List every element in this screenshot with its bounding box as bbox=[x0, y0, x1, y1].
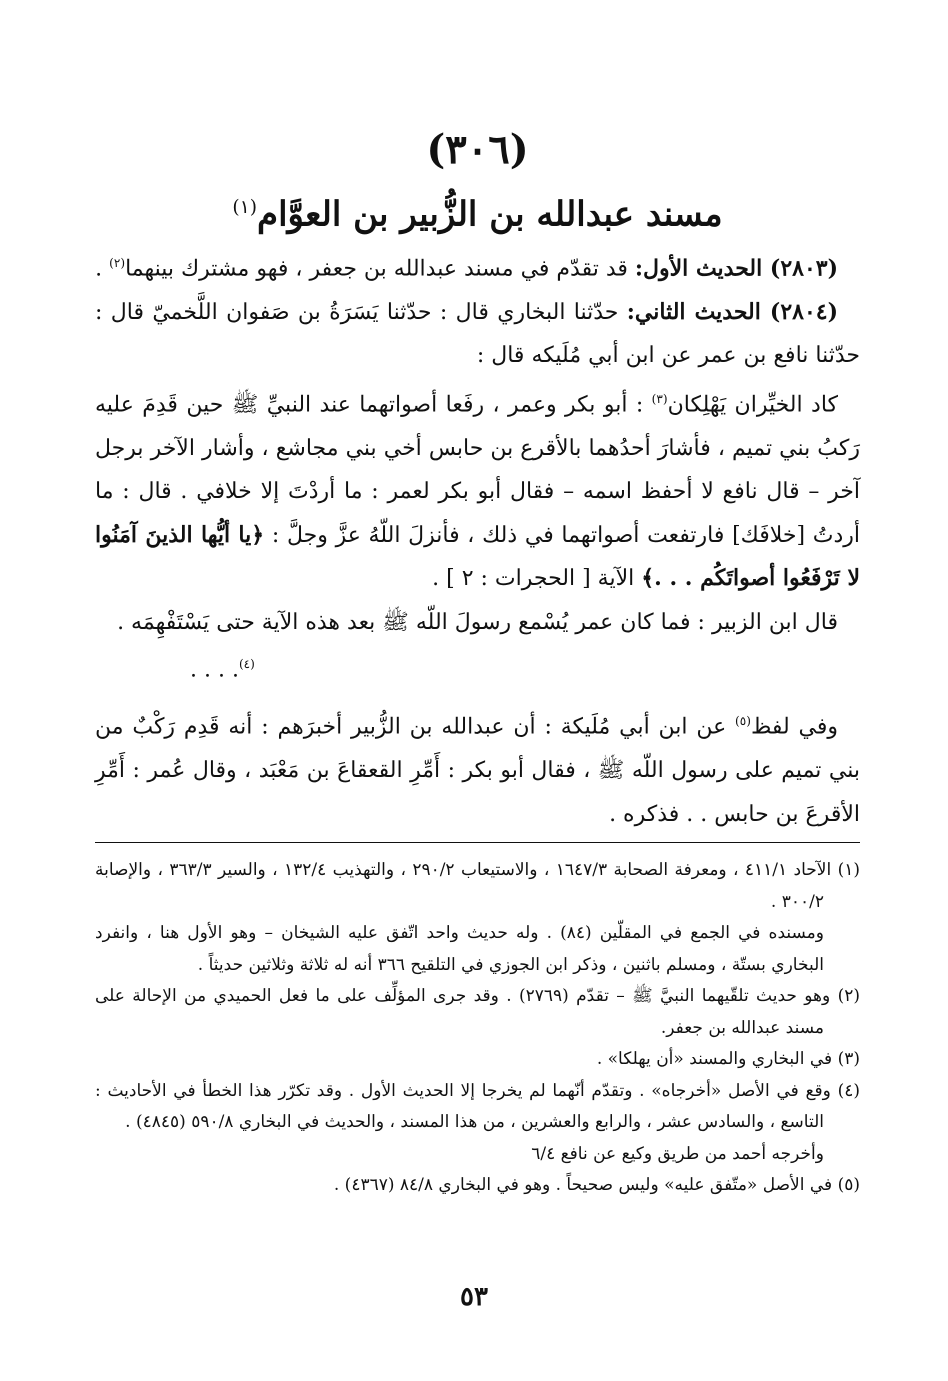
footnote-separator bbox=[95, 842, 860, 843]
footnote-4-id: (٤) bbox=[837, 1080, 861, 1101]
title-footnote-ref: (١) bbox=[232, 197, 258, 218]
footnote-1-continuation: ومسنده في الجمع في المقلّين (٨٤) . وله حديث واحد اتّفق عليه الشيخان – وهو الأول هنا ، وانفرد البخاري بستّة ، ومسلم باثنين ، وذكر ابن الجوزي في التلقيح ٣٦٦ أنه له ثلاثة وثلاثين حديثاً . bbox=[95, 923, 824, 975]
quran-verse: ﴿يا أيُّها الذينَ آمَنُوا لا تَرْفَعُوا أصواتَكُم . . .﴾ bbox=[95, 521, 860, 592]
footnote-4-text: وقع في الأصل «أخرجاه» . وتقدّم أنّهما لم يخرجا إلا الحديث الأول . وقد تكرّر هذا الخطأ في الأحاديث : التاسع ، والسادس عشر ، والرابع والعشرين ، من هذا المسند ، والحديث في البخاري ٥٩٠/٨ (٤٨٤٥) . bbox=[95, 1080, 831, 1133]
hadith-2803-tail: . bbox=[95, 256, 110, 282]
footnote-5-text: في الأصل «متّفق عليه» وليس صحيحاً . وهو في البخاري ٨٤/٨ (٤٣٦٧) . bbox=[333, 1175, 833, 1196]
musnad-title bbox=[95, 180, 860, 236]
hadith-2803 bbox=[95, 242, 860, 291]
footnote-3 bbox=[95, 1044, 860, 1076]
footnote-5 bbox=[95, 1170, 860, 1202]
other-wording-paragraph bbox=[95, 700, 860, 836]
body-p1-footnote-ref: (٣) bbox=[651, 391, 668, 406]
hadith-2804-lead: (٢٨٠٤) الحديث الثاني: bbox=[626, 298, 838, 325]
page-number: ٥٣ bbox=[460, 1282, 488, 1312]
footnote-2-id: (٢) bbox=[837, 986, 861, 1007]
footnote-2 bbox=[95, 981, 860, 1044]
omission-footnote-ref: (٤) bbox=[238, 657, 255, 672]
hadith-2803-footnote-ref: (٢) bbox=[109, 256, 126, 270]
footnote-5-id: (٥) bbox=[837, 1175, 860, 1196]
footnote-1 bbox=[95, 855, 860, 918]
ibn-zubair-paragraph: قال ابن الزبير : فما كان عمر يُسْمع رسولَ اللّه ﷺ بعد هذه الآية حتى يَسْتَفْهِمَه . bbox=[117, 609, 838, 635]
body-p1-start: كاد الخيِّران يَهْلِكان bbox=[667, 392, 838, 418]
body-p3-footnote-ref: (٥) bbox=[735, 714, 751, 729]
hadith-2803-text: قد تقدّم في مسند عبدالله بن جعفر ، فهو مشترك بينهما bbox=[125, 256, 628, 282]
footnote-3-id: (٣) bbox=[837, 1049, 860, 1070]
footnote-4 bbox=[95, 1076, 860, 1139]
footnote-2-text: وهو حديث تلقّيهما النبيَّ ﷺ – تقدّم (٢٧٦٩) . وقد جرى المؤلِّف على ما فعل الحميدي من الإحالة على مسند عبدالله بن جعفر. bbox=[95, 986, 831, 1038]
hadith-2804 bbox=[95, 291, 860, 378]
hadith-body-paragraph bbox=[95, 378, 860, 601]
body-p1-end: الآية [ الحجرات : ٢ ] . bbox=[432, 566, 642, 592]
footnote-1-text: الآحاد ٤١١/١ ، ومعرفة الصحابة ١٦٤٧/٣ ، والاستيعاب ٢٩٠/٢ ، والتهذيب ١٣٢/٤ ، والسير ٣٦٣/٣ ، والإصابة ٣٠٠/٢ . bbox=[95, 860, 832, 912]
hadith-2804-text: حدّثنا البخاري قال : حدّثنا يَسَرَةُ بن صَفوان اللَّخميّ قال : حدّثنا نافع بن عمر عن ابن أبي مُلَيكه قال : bbox=[95, 299, 860, 369]
footnote-4-continuation: وأخرجه أحمد من طريق وكيع عن نافع ٦/٤ bbox=[531, 1143, 824, 1164]
footnote-1-id: (١) bbox=[837, 860, 860, 881]
body-p1-text: : أبو بكر وعمر ، رفَعا أصواتهما عند النبيِّ ﷺ حين قَدِمَ عليه رَكبُ بني تميم ، فأشارَ أحدُهما بالأقرع بن حابس أخي بني مجاشع ، وأشار الآخر برجل آخر – قال نافع لا أحفظ اسمه – فقال أبو بكر لعمر : ما أردْتَ إلا خلافي . قال : ما أردتُ [خلافَك] فارتفعت أصواتهما في ذلك ، فأنزلَ اللّهُ عزَّ وجلَّ : bbox=[95, 392, 860, 548]
omission-dots: . . . . bbox=[190, 657, 239, 683]
musnad-number: (٣٠٦) bbox=[426, 126, 529, 173]
footnotes bbox=[95, 855, 860, 1202]
page-content bbox=[95, 120, 860, 1202]
hadith-2803-lead: (٢٨٠٣) الحديث الأول: bbox=[634, 255, 838, 282]
musnad-title-text: مسند عبدالله بن الزُّبير بن العوَّام bbox=[257, 194, 723, 235]
footnote-3-text: في البخاري والمسند «أن يهلكا» . bbox=[596, 1049, 833, 1070]
omission-marker bbox=[95, 644, 860, 690]
body-p3-text: عن ابن أبي مُلَيكة : أن عبدالله بن الزُّبير أخبرَهم : أنه قَدِم رَكْبٌ من بني تميم على رسول اللّه ﷺ ، فقال أبو بكر : أَمِّرِ القعقاعَ بن مَعْبَد ، وقال عُمر : أَمِّرِ الأقرعَ بن حابس . . فذكره . bbox=[95, 714, 860, 827]
body-p3-start: وفي لفظ bbox=[750, 714, 838, 740]
